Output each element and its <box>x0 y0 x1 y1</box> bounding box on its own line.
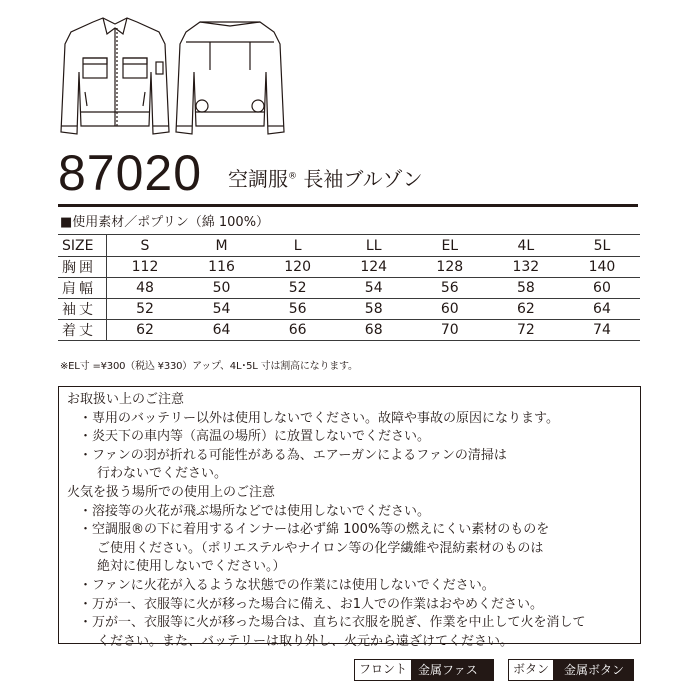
table-cell: 140 <box>564 257 640 278</box>
row-label-sleeve: 袖丈 <box>58 299 106 320</box>
table-cell: 120 <box>260 257 336 278</box>
title-main: 空調服 <box>228 167 289 191</box>
front-label: フロント <box>354 659 412 681</box>
table-cell: 54 <box>184 299 260 320</box>
table-cell: 58 <box>488 278 564 299</box>
table-cell: 70 <box>412 320 488 341</box>
size-header-cell: 5L <box>564 235 640 257</box>
material-line: ■使用素材／ポプリン（綿 100%） <box>60 215 270 230</box>
size-header-cell: 4L <box>488 235 564 257</box>
table-cell: 128 <box>412 257 488 278</box>
table-cell: 58 <box>336 299 412 320</box>
title-sub: 長袖ブルゾン <box>303 167 423 191</box>
table-row <box>58 278 640 299</box>
table-cell: 132 <box>488 257 564 278</box>
table-cell: 60 <box>412 299 488 320</box>
size-header-row <box>58 235 640 257</box>
table-cell: 72 <box>488 320 564 341</box>
table-cell: 68 <box>336 320 412 341</box>
caution-item: ・専用のバッテリー以外は使用しないでください。故障や事故の原因になります。 <box>79 410 559 426</box>
model-number: 87020 <box>58 145 203 201</box>
caution-item-continued: 絶対に使用しないでください。） <box>97 559 286 575</box>
table-cell: 48 <box>106 278 184 299</box>
table-cell: 112 <box>106 257 184 278</box>
table-cell: 74 <box>564 320 640 341</box>
caution-item: ・ファンの羽が折れる可能性がある為、エアーガンによるファンの清掃は <box>79 447 507 463</box>
product-header <box>58 142 423 201</box>
size-header-cell: S <box>106 235 184 257</box>
registered-mark: ® <box>288 171 298 182</box>
row-label-length: 着丈 <box>58 320 106 341</box>
table-row <box>58 299 640 320</box>
table-cell: 56 <box>260 299 336 320</box>
table-cell: 66 <box>260 320 336 341</box>
caution-item: ・空調服®の下に着用するインナーは必ず綿 100%等の燃えにくい素材のものを <box>79 522 550 538</box>
caution-item: ・炎天下の車内等（高温の場所）に放置しないでください。 <box>79 429 431 445</box>
fire-caution-heading: 火気を扱う場所での使用上のご注意 <box>67 484 276 500</box>
caution-item: ・万が一、衣服等に火が移った場合に備え、お1人での作業はおやめください。 <box>79 596 544 612</box>
table-cell: 60 <box>564 278 640 299</box>
table-cell: 64 <box>184 320 260 341</box>
size-header-cell: EL <box>412 235 488 257</box>
table-cell: 62 <box>106 320 184 341</box>
table-row <box>58 257 640 278</box>
button-value: 金属ボタン <box>554 659 634 681</box>
table-cell: 54 <box>336 278 412 299</box>
table-cell: 52 <box>106 299 184 320</box>
row-label-shoulder: 肩幅 <box>58 278 106 299</box>
row-label-chest: 胸囲 <box>58 257 106 278</box>
front-value: 金属ファスナー <box>412 659 494 681</box>
table-cell: 124 <box>336 257 412 278</box>
size-header-label: SIZE <box>58 235 106 257</box>
price-note: ※EL寸 =¥300（税込 ¥330）アップ、4L･5L 寸は割高になります。 <box>60 361 358 372</box>
jacket-front-illustration <box>55 14 175 138</box>
caution-heading: お取扱い上のご注意 <box>67 392 185 407</box>
product-title <box>228 163 423 192</box>
caution-box <box>58 386 641 649</box>
table-cell: 116 <box>184 257 260 278</box>
table-row <box>58 320 640 341</box>
button-label: ボタン <box>508 659 554 681</box>
caution-item: ・万が一、衣服等に火が移った場合は、直ちに衣服を脱ぎ、作業を中止して火を消して <box>79 615 586 631</box>
table-cell: 56 <box>412 278 488 299</box>
divider <box>58 204 638 207</box>
caution-item-continued: 行わないでください。 <box>97 466 228 482</box>
front-closure-tag <box>354 659 494 699</box>
size-header-cell: L <box>260 235 336 257</box>
caution-item-continued: ご使用ください。（ポリエステルやナイロン等の化学繊維や混紡素材のものは <box>97 540 544 556</box>
button-tag <box>508 659 634 681</box>
table-cell: 52 <box>260 278 336 299</box>
table-cell: 62 <box>488 299 564 320</box>
table-cell: 64 <box>564 299 640 320</box>
caution-item: ・溶接等の火花が飛ぶ場所などでは使用しないでください。 <box>79 503 431 519</box>
jacket-back-illustration <box>170 14 290 138</box>
caution-item-continued: ください。また、バッテリーは取り外し、火元から遠ざけてください。 <box>97 633 514 649</box>
size-header-cell: LL <box>336 235 412 257</box>
size-table <box>58 234 640 341</box>
size-header-cell: M <box>184 235 260 257</box>
caution-item: ・ファンに火花が入るような状態での作業には使用しないでください。 <box>79 577 495 593</box>
table-cell: 50 <box>184 278 260 299</box>
